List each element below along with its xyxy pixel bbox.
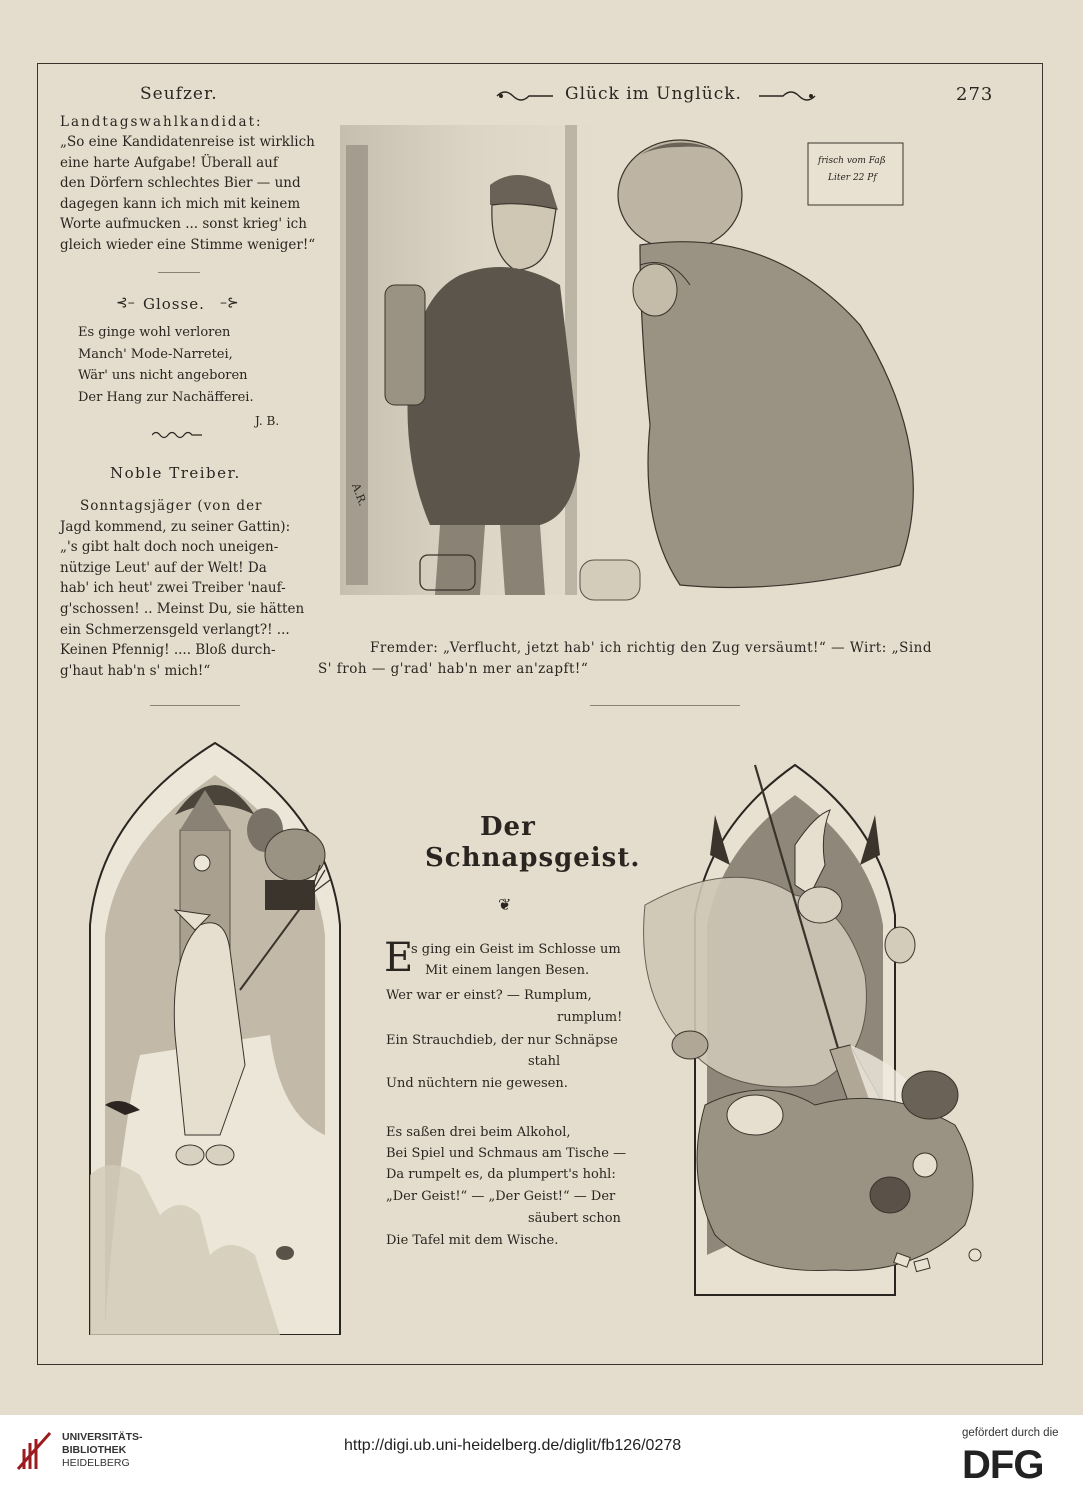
cartoon-caption-line2: S' froh — g'rad' hab'n mer an'zapft!“ (318, 661, 589, 677)
page-number: 273 (956, 84, 994, 105)
noble-text (60, 496, 305, 681)
section-divider-right (590, 705, 740, 706)
poem-title-line2: Schnapsgeist. (425, 843, 641, 873)
dfg-logo: DFG (962, 1443, 1044, 1487)
artist-mark: A.R. (349, 481, 370, 508)
funding-text: gefördert durch die (962, 1427, 1059, 1439)
glosse-title: Glosse. (143, 295, 205, 313)
ghost-tower-illustration (80, 735, 355, 1335)
noble-line: „'s gibt halt doch noch uneigen- (60, 539, 279, 556)
ornament-right-icon (757, 88, 817, 104)
glosse-line: Manch' Mode-Narretei, (78, 346, 233, 362)
poem-line: Mit einem langen Besen. (425, 963, 590, 978)
poem-line: Es saßen drei beim Alkohol, (386, 1125, 571, 1140)
noble-title: Noble Treiber. (110, 464, 241, 482)
noble-line: Jagd kommend, zu seiner Gattin): (60, 518, 291, 535)
seufzer-line: den Dörfern schlechtes Bier — und (60, 175, 301, 192)
squiggle-divider-icon (152, 430, 202, 440)
poem-line: Die Tafel mit dem Wische. (386, 1233, 559, 1248)
seufzer-line: eine harte Aufgabe! Überall auf (60, 154, 278, 171)
sign-line2: Liter 22 Pf (828, 173, 877, 183)
noble-line: nützige Leut' auf der Welt! Da (60, 559, 267, 576)
sign-line1: frisch vom Faß (818, 156, 886, 166)
noble-line: g'haut hab'n s' mich!“ (60, 662, 211, 679)
seufzer-line: Worte aufmucken ... sonst krieg' ich (60, 216, 307, 233)
poem-line: Wer war er einst? — Rumplum, (386, 988, 592, 1003)
cartoon-illustration (340, 125, 1000, 635)
seufzer-line: dagegen kann ich mich mit keinem (60, 195, 301, 212)
glosse-line: Wär' uns nicht angeboren (78, 368, 248, 383)
seufzer-line: gleich wieder eine Stimme weniger!“ (60, 236, 316, 253)
poem-line: rumplum! (557, 1010, 623, 1025)
header-center-group (495, 82, 815, 108)
glosse-line: Es ginge wohl verloren (78, 325, 231, 340)
poem-title-line1: Der (480, 812, 536, 842)
institution-line3: HEIDELBERG (62, 1457, 130, 1469)
institution-line2: BIBLIOTHEK (62, 1444, 127, 1456)
glosse-arrow-right-icon: –⊱ (220, 295, 239, 311)
footer-bar (0, 1415, 1083, 1492)
header-left-title: Seufzer. (140, 84, 218, 104)
poem-drop-cap: E (384, 935, 414, 981)
seufzer-line: „So eine Kandidatenreise ist wirklich (60, 134, 315, 150)
seufzer-text (60, 132, 316, 256)
section-divider-left (150, 705, 240, 706)
glosse-arrow-left-icon: ⊰– (116, 295, 135, 311)
noble-line: Keinen Pfennig! .... Bloß durch- (60, 642, 276, 659)
seufzer-speaker: Landtagswahlkandidat: (60, 114, 263, 130)
noble-line: g'schossen! .. Meinst Du, sie hätten (60, 600, 305, 617)
poem-line: Da rumpelt es, da plumpert's hohl: (386, 1167, 616, 1182)
source-url-link[interactable]: http://digi.ub.uni-heidelberg.de/diglit/fb126/0278 (344, 1437, 682, 1454)
poem-line: Und nüchtern nie gewesen. (386, 1076, 568, 1091)
poem-line: säubert schon (528, 1211, 621, 1226)
ornament-left-icon (495, 88, 555, 104)
poem-ornament-icon: ❦ (498, 895, 512, 914)
poem-line: s ging ein Geist im Schlosse um (411, 942, 621, 957)
poem-line: Ein Strauchdieb, der nur Schnäpse (386, 1033, 618, 1048)
poem-line: stahl (528, 1054, 561, 1069)
divider (158, 272, 200, 273)
poem-line: „Der Geist!“ — „Der Geist!“ — Der (386, 1189, 616, 1204)
noble-line: Sonntagsjäger (von der (80, 498, 263, 514)
poem-line: Bei Spiel und Schmaus am Tische — (386, 1146, 627, 1161)
institution-line1: UNIVERSITÄTS- (62, 1431, 143, 1443)
ghost-broom-illustration (635, 755, 1025, 1300)
header-center-title: Glück im Unglück. (565, 84, 742, 104)
glosse-poem (78, 322, 278, 408)
noble-line: hab' ich heut' zwei Treiber 'nauf- (60, 580, 286, 597)
noble-line: ein Schmerzensgeld verlangt?! ... (60, 621, 290, 638)
cartoon-caption-line1: Fremder: „Verflucht, jetzt hab' ich richtig den Zug versäumt!“ — Wirt: „Sind (370, 640, 932, 656)
glosse-signature: J. B. (255, 414, 280, 428)
university-logo-icon (14, 1429, 54, 1473)
glosse-line: Der Hang zur Nachäfferei. (78, 389, 254, 405)
